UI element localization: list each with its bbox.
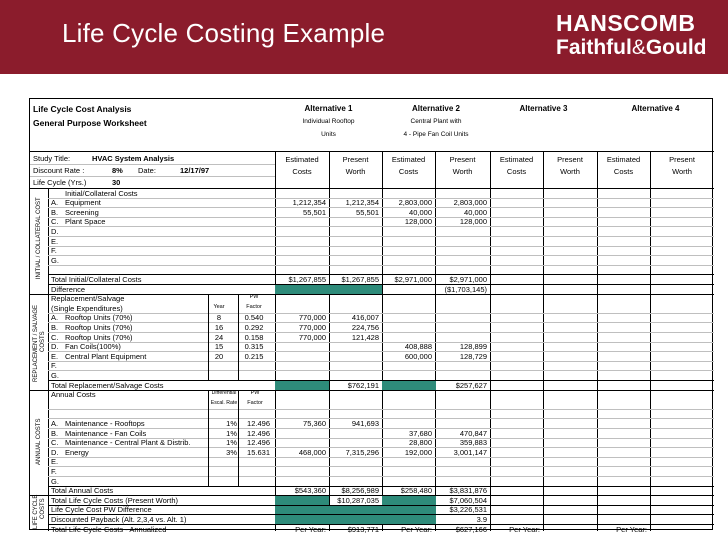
lcc-per-year-label: Per Year: [401,524,432,534]
lcc-worksheet [29,98,713,534]
sheet-heading-2: General Purpose Worksheet [33,118,147,128]
annual-esc-divider [238,390,239,486]
annual-side-label: ANNUAL COSTS [36,418,42,466]
grid-line [48,322,714,323]
replacement-total-pw-2: $257,627 [455,380,487,390]
initial-row-letter: D. [51,226,59,236]
column-header-8-line-2: Worth [672,167,692,176]
alternative-3-name: Alternative 3 [519,104,568,113]
grid-line [48,313,714,314]
replacement-row-label: Rooftop Units (70%) [65,313,133,323]
grid-line [48,207,714,208]
alternative-1-name: Alternative 1 [304,104,353,113]
initial-row-value: 1,212,354 [345,198,379,208]
lcc-highlight [382,496,436,505]
lcc-side-label-2: COSTS [40,498,46,519]
column-header-3-line-1: Estimated [391,155,426,164]
annual-total-value: $543,360 [294,486,326,496]
initial-row-value: 40,000 [464,207,487,217]
replacement-pw-label-1: PW [249,294,259,301]
initial-heading: Initial/Collateral Costs [65,188,138,198]
replacement-row-pw: 0.315 [244,342,264,352]
replacement-row-value: 770,000 [298,313,326,323]
lcc-diff-pw-2: $3,226,531 [449,505,487,515]
lcc-payback-pw-2: 3.9 [476,514,487,524]
life-cycle-value: 30 [112,178,121,187]
grid-line [48,217,714,218]
annual-row-pw: 12.496 [247,438,270,448]
annual-row-value: 75,360 [303,418,326,428]
study-title-label: Study Title: [33,154,71,163]
grid-line [48,265,714,266]
replacement-row-value: 128,729 [459,351,487,361]
grid-line [48,370,714,371]
replacement-row-year: 8 [216,313,222,323]
replacement-row-value: 121,428 [351,332,379,342]
replacement-row-pw: 0.215 [244,351,264,361]
replacement-highlight [382,381,436,390]
logo-ampersand: & [631,36,646,59]
grid-line [48,246,714,247]
replacement-row-letter: G. [51,370,59,380]
logo-word-gould: Gould [645,36,707,59]
initial-row-letter: A. [51,198,59,208]
lcc-annualized-pw-1: $913,771 [347,524,379,534]
difference-value: ($1,703,145) [444,284,487,294]
slide-header [0,0,728,74]
grid-line [48,255,714,256]
replacement-pw-label-2: Factor [246,303,262,310]
annual-row-letter: C. [51,438,59,448]
grid-line [48,476,714,477]
grid-line [48,361,714,362]
annual-row-pw: 12.496 [247,418,270,428]
annual-row-value: 359,883 [459,438,487,448]
annual-row-letter: G. [51,476,59,486]
replacement-row-value: 770,000 [298,332,326,342]
lcc-highlight [382,515,436,524]
logo-word-faithful: Faithful [556,36,632,59]
replacement-row-letter: E. [51,351,59,361]
initial-row-letter: E. [51,236,59,246]
life-cycle-label: Life Cycle (Yrs.) [33,178,87,187]
replacement-row-pw: 0.540 [244,313,264,323]
annual-row-letter: A. [51,418,59,428]
annual-row-value: 28,800 [409,438,432,448]
replacement-row-label: Fan Coils(100%) [65,342,121,352]
replacement-side-label: REPLACEMENT / SALVAGE [33,304,39,382]
lcc-annualized-label: Total Life Cycle Costs - Annualized [51,524,167,534]
column-header-7-line-2: Costs [613,167,634,176]
column-header-7-line-1: Estimated [606,155,641,164]
grid-line [48,342,714,343]
replacement-heading-2: (Single Expenditures) [51,303,123,313]
lcc-annualized-pw-2: $627,166 [455,524,487,534]
replacement-heading-1: Replacement/Salvage [51,294,125,304]
replacement-year-label: Year [213,303,225,310]
section-divider [30,390,714,391]
annual-row-esc: 1% [226,428,237,438]
annual-row-pw: 15.631 [247,447,270,457]
alternative-2-desc-2: 4 - Pipe Fan Coil Units [403,131,469,138]
column-header-5-line-2: Costs [506,167,527,176]
grid-line [48,332,714,333]
annual-total-value: $8,256,989 [341,486,379,496]
annual-pw-label-2: Factor [247,399,263,406]
initial-row-value: 2,803,000 [398,198,432,208]
replacement-row-year: 15 [214,342,224,352]
column-header-3-line-2: Costs [398,167,419,176]
annual-row-letter: D. [51,447,59,457]
replacement-row-value: 770,000 [298,322,326,332]
annual-esc-label-2: Escal. Rate [210,399,238,406]
alternative-1-desc-1: Individual Rooftop [302,118,355,125]
annual-label-divider [208,390,209,486]
alternative-2-name: Alternative 2 [411,104,461,113]
initial-row-value: 40,000 [409,207,432,217]
discount-rate-value: 8% [112,166,123,175]
column-header-4-line-2: Worth [452,167,473,176]
initial-row-letter: B. [51,207,59,217]
sheet-heading-1: Life Cycle Cost Analysis [33,104,132,114]
study-title-value: HVAC System Analysis [92,154,175,163]
replacement-row-year: 20 [214,351,224,361]
annual-row-esc: 3% [226,447,237,457]
initial-row-letter: G. [51,255,59,265]
replacement-row-value: 224,756 [351,322,379,332]
grid-line [48,198,714,199]
column-header-2-line-2: Worth [345,167,366,176]
initial-row-value: 2,803,000 [453,198,487,208]
lcc-per-year-label: Per Year: [295,524,326,534]
logo-line-2 [556,36,707,60]
lcc-highlight [275,506,382,515]
lcc-side-label: LIFE CYCLE [33,494,39,529]
replacement-row-label: Central Plant Equipment [65,351,147,361]
initial-row-label: Plant Space [65,217,106,227]
replacement-row-letter: F. [51,361,57,371]
grid-line [48,236,714,237]
lcc-payback-label: Discounted Payback (Alt. 2,3,4 vs. Alt. 1) [51,514,187,524]
initial-row-value: 1,212,354 [292,198,326,208]
annual-row-letter: E. [51,457,59,467]
annual-row-label: Maintenance - Fan Coils [65,428,147,438]
replacement-row-value: 600,000 [404,351,432,361]
replacement-row-pw: 0.158 [244,332,264,342]
annual-row-esc: 1% [226,438,237,448]
annual-row-pw: 12.496 [247,428,270,438]
grid-line [48,274,714,275]
logo-line-1: HANSCOMB [556,10,696,36]
initial-total-value: $1,267,855 [288,274,326,284]
column-header-8-line-1: Present [669,155,695,164]
lcc-highlight [275,515,382,524]
replacement-total-pw-1: $762,191 [347,380,379,390]
annual-esc-label-1: Differential [211,390,237,397]
initial-total-value: $2,971,000 [394,274,432,284]
column-header-2-line-1: Present [342,155,369,164]
replacement-row-year: 16 [214,322,224,332]
date-value: 12/17/97 [180,166,210,175]
initial-row-letter: F. [51,246,57,256]
replacement-row-value: 128,899 [459,342,487,352]
grid-line [48,466,714,467]
initial-total-value: $1,267,855 [341,274,379,284]
replacement-row-pw: 0.292 [244,322,264,332]
grid-line [48,457,714,458]
header-divider [30,151,714,152]
annual-row-label: Maintenance - Rooftops [65,418,145,428]
company-logo [556,10,722,66]
annual-row-value: 37,680 [409,428,432,438]
initial-side-label: INITIAL / COLLATERAL COST [36,196,42,279]
initial-row-value: 55,501 [356,207,379,217]
annual-row-value: 468,000 [298,447,326,457]
lcc-per-year-label: Per Year: [509,524,540,534]
alternative-2-desc-1: Central Plant with [410,118,462,125]
annual-row-value: 941,693 [351,418,379,428]
replacement-row-label: Rooftop Units (70%) [65,322,133,332]
initial-row-label: Screening [65,207,99,217]
grid-line [48,418,714,419]
annual-row-letter: B. [51,428,59,438]
replacement-side-label-2: COSTS [40,330,46,352]
grid-line [30,164,275,165]
annual-row-value: 470,847 [459,428,487,438]
column-header-6-line-2: Worth [560,167,580,176]
lcc-highlight [382,506,436,515]
annual-row-value: 192,000 [404,447,432,457]
column-header-6-line-1: Present [557,155,583,164]
replacement-highlight [275,381,329,390]
annual-total-value: $3,831,876 [449,486,487,496]
lcc-total-pw-2: $7,060,504 [449,495,487,505]
lcc-diff-label: Life Cycle Cost PW Difference [51,505,152,515]
annual-heading: Annual Costs [51,390,96,400]
lcc-total-pw-1: $10,287,035 [337,495,379,505]
annual-row-esc: 1% [226,418,237,428]
lcc-highlight [275,496,329,505]
initial-row-value: 128,000 [459,217,487,227]
annual-row-letter: F. [51,466,57,476]
replacement-row-value: 408,888 [404,342,432,352]
grid-line [48,428,714,429]
replacement-pw-divider [238,294,239,380]
grid-line [48,486,714,487]
column-header-1-line-2: Costs [292,167,312,176]
annual-row-value: 3,001,147 [453,447,487,457]
grid-line [48,351,714,352]
annual-row-value: 7,315,296 [345,447,379,457]
lcc-total-label: Total Life Cycle Costs (Present Worth) [51,495,178,505]
initial-total-label: Total Initial/Collateral Costs [51,274,142,284]
initial-row-value: 128,000 [404,217,432,227]
replacement-year-divider [208,294,209,380]
replacement-row-value: 416,007 [351,313,379,323]
replacement-total-label: Total Replacement/Salvage Costs [51,380,164,390]
annual-row-label: Maintenance - Central Plant & Distrib. [65,438,191,448]
difference-highlight [275,285,382,294]
slide-title: Life Cycle Costing Example [62,18,386,48]
section-divider [30,294,714,295]
annual-total-label: Total Annual Costs [51,486,114,496]
grid-line [30,176,275,177]
initial-total-value: $2,971,000 [449,274,487,284]
column-header-5-line-1: Estimated [499,155,534,164]
difference-label: Difference [51,284,86,294]
side-label-divider [48,188,49,531]
alternative-4-name: Alternative 4 [631,104,680,113]
column-header-4-line-1: Present [449,155,476,164]
annual-total-value: $258,480 [400,486,432,496]
alternative-1-desc-2: Units [321,131,336,138]
grid-line [48,226,714,227]
replacement-row-label: Rooftop Units (70%) [65,332,133,342]
column-header-1-line-1: Estimated [285,155,319,164]
initial-row-value: 55,501 [303,207,326,217]
lcc-per-year-label: Per Year: [616,524,647,534]
replacement-row-letter: B. [51,322,59,332]
replacement-row-year: 24 [214,332,224,342]
grid-line [48,447,714,448]
initial-row-letter: C. [51,217,59,227]
replacement-row-letter: C. [51,332,59,342]
date-label: Date: [138,166,156,175]
grid-line [48,409,714,410]
replacement-row-letter: A. [51,313,59,323]
replacement-row-letter: D. [51,342,59,352]
initial-row-label: Equipment [65,198,101,208]
annual-pw-label-1: PW [250,390,260,397]
annual-row-label: Energy [65,447,89,457]
discount-rate-label: Discount Rate : [33,166,85,175]
